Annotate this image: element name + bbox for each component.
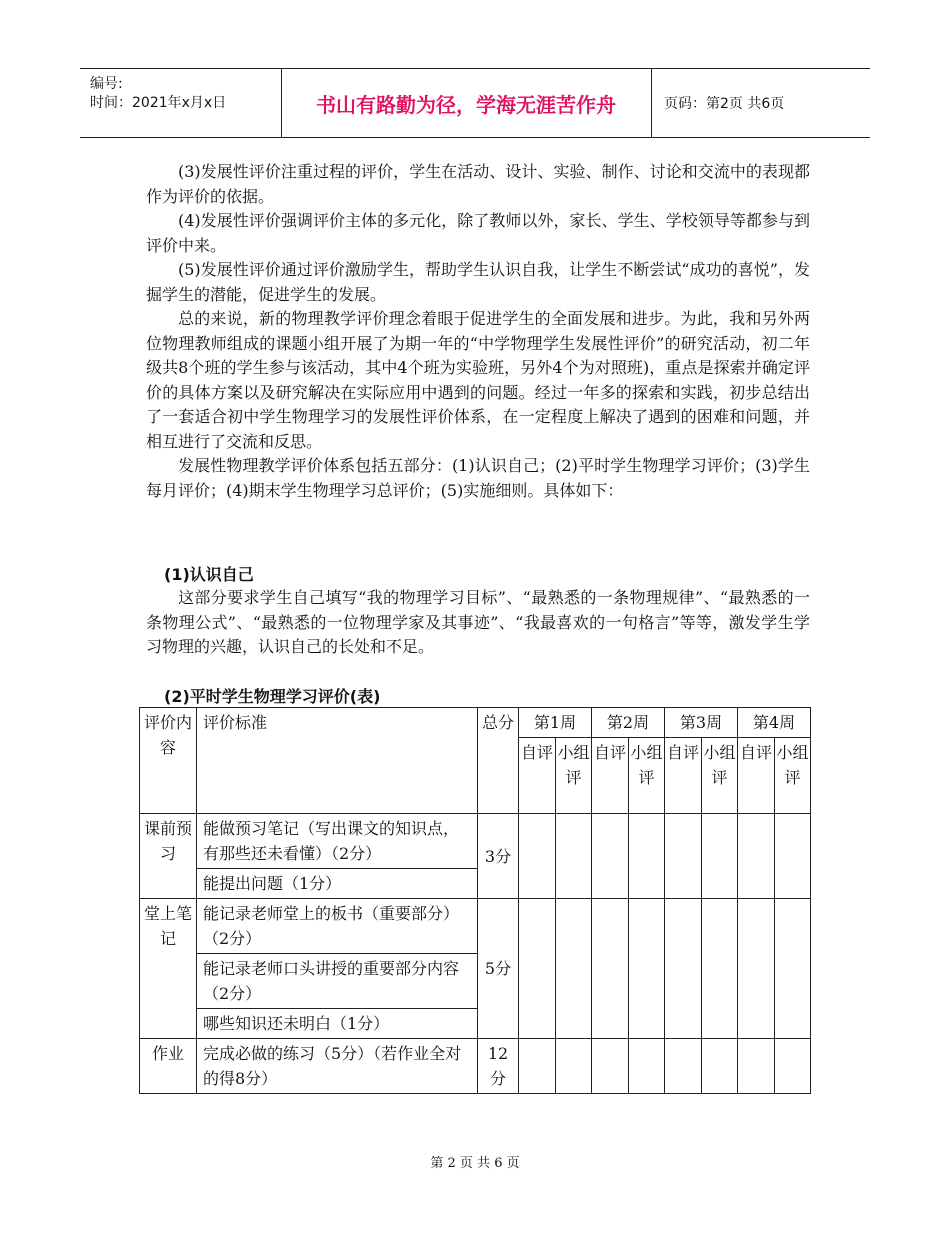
paragraph: (3)发展性评价注重过程的评价，学生在活动、设计、实验、制作、讨论和交流中的表现都作为评价的依据。 — [146, 162, 810, 206]
paragraph: 总的来说，新的物理教学评价理念着眼于促进学生的全面发展和进步。为此，我和另外两位物理教师组成的课题小组开展了为期一年的“中学物理学生发展性评价”的研究活动，初二年级共8个班的学生参与该活动，其中4个班为实验班，另外4个为对照班)，重点是探索并确定评价的具体方案以及研究解决在实际应用中遇到的问题。经过一年多的探索和实践，初步总结出了一套适合初中学生物理学习的发展性评价体系，在一定程度上解决了遇到的困难和问题，并相互进行了交流和反思。 — [146, 309, 810, 451]
header-score: 总分 — [478, 708, 519, 814]
eval-cell[interactable] — [738, 814, 775, 899]
paragraph: (5)发展性评价通过评价激励学生，帮助学生认识自我，让学生不断尝试“成功的喜悦”，发掘学生的潜能，促进学生的发展。 — [146, 260, 810, 304]
group-eval-header: 小组评 — [775, 738, 811, 814]
week-2-header: 第2周 — [592, 708, 665, 738]
eval-cell[interactable] — [775, 899, 811, 1039]
paragraph: 发展性物理教学评价体系包括五部分：(1)认识自己；(2)平时学生物理学习评价；(3)学生每月评价；(4)期末学生物理学习总评价；(5)实施细则。具体如下： — [146, 456, 810, 500]
criteria-cell: 哪些知识还未明白（1分） — [197, 1009, 478, 1039]
score-cell: 12分 — [478, 1039, 519, 1094]
week-1-header: 第1周 — [519, 708, 592, 738]
section1-body — [146, 586, 810, 660]
score-cell: 3分 — [478, 814, 519, 899]
eval-cell[interactable] — [519, 899, 556, 1039]
eval-cell[interactable] — [775, 814, 811, 899]
eval-cell[interactable] — [702, 814, 738, 899]
body-text — [146, 160, 810, 503]
header-criteria: 评价标准 — [197, 708, 478, 814]
eval-cell[interactable] — [519, 1039, 556, 1094]
eval-cell[interactable] — [665, 1039, 702, 1094]
week-3-header: 第3周 — [665, 708, 738, 738]
header-content: 评价内容 — [140, 708, 197, 814]
self-eval-header: 自评 — [519, 738, 556, 814]
eval-cell[interactable] — [738, 1039, 775, 1094]
criteria-cell: 完成必做的练习（5分）（若作业全对的得8分） — [197, 1039, 478, 1094]
section1-text: 这部分要求学生自己填写“我的物理学习目标”、“最熟悉的一条物理规律”、“最熟悉的一条物理公式”、“最熟悉的一位物理学家及其事迹”、“我最喜欢的一句格言”等等，激发学生学习物理的兴趣，认识自己的长处和不足。 — [146, 588, 810, 656]
category-cell: 堂上笔记 — [140, 899, 197, 1039]
self-eval-header: 自评 — [665, 738, 702, 814]
criteria-cell: 能做预习笔记（写出课文的知识点，有那些还未看懂）（2分） — [197, 814, 478, 869]
section1-heading: (1)认识自己 — [164, 565, 254, 584]
group-eval-header: 小组评 — [629, 738, 665, 814]
eval-cell[interactable] — [738, 899, 775, 1039]
eval-cell[interactable] — [702, 1039, 738, 1094]
eval-cell[interactable] — [629, 899, 665, 1039]
header-page-info: 页码：第2页 共6页 — [664, 96, 785, 112]
criteria-cell: 能记录老师口头讲授的重要部分内容（2分） — [197, 954, 478, 1009]
number-label: 编号: — [90, 76, 123, 92]
eval-cell[interactable] — [556, 1039, 592, 1094]
eval-cell[interactable] — [665, 814, 702, 899]
page-header — [80, 68, 870, 138]
score-cell: 5分 — [478, 899, 519, 1039]
header-motto: 书山有路勤为径，学海无涯苦作舟 — [316, 92, 616, 117]
group-eval-header: 小组评 — [702, 738, 738, 814]
eval-cell[interactable] — [629, 1039, 665, 1094]
week-4-header: 第4周 — [738, 708, 811, 738]
eval-cell[interactable] — [592, 814, 629, 899]
criteria-cell: 能记录老师堂上的板书（重要部分）（2分） — [197, 899, 478, 954]
eval-cell[interactable] — [665, 899, 702, 1039]
evaluation-table — [139, 707, 811, 1094]
eval-cell[interactable] — [519, 814, 556, 899]
paragraph: (4)发展性评价强调评价主体的多元化，除了教师以外，家长、学生、学校领导等都参与到评价中来。 — [146, 211, 810, 255]
eval-cell[interactable] — [629, 814, 665, 899]
category-cell: 作业 — [140, 1039, 197, 1094]
date-label: 时间：2021年x月x日 — [90, 95, 227, 111]
eval-cell[interactable] — [592, 1039, 629, 1094]
group-eval-header: 小组评 — [556, 738, 592, 814]
eval-cell[interactable] — [775, 1039, 811, 1094]
eval-cell[interactable] — [556, 814, 592, 899]
header-meta — [90, 75, 226, 113]
eval-cell[interactable] — [556, 899, 592, 1039]
page-footer: 第 2 页 共 6 页 — [430, 1156, 520, 1171]
category-cell: 课前预习 — [140, 814, 197, 899]
self-eval-header: 自评 — [592, 738, 629, 814]
eval-cell[interactable] — [702, 899, 738, 1039]
section2-heading: (2)平时学生物理学习评价(表) — [164, 687, 381, 706]
criteria-cell: 能提出问题（1分） — [197, 869, 478, 899]
eval-cell[interactable] — [592, 899, 629, 1039]
self-eval-header: 自评 — [738, 738, 775, 814]
